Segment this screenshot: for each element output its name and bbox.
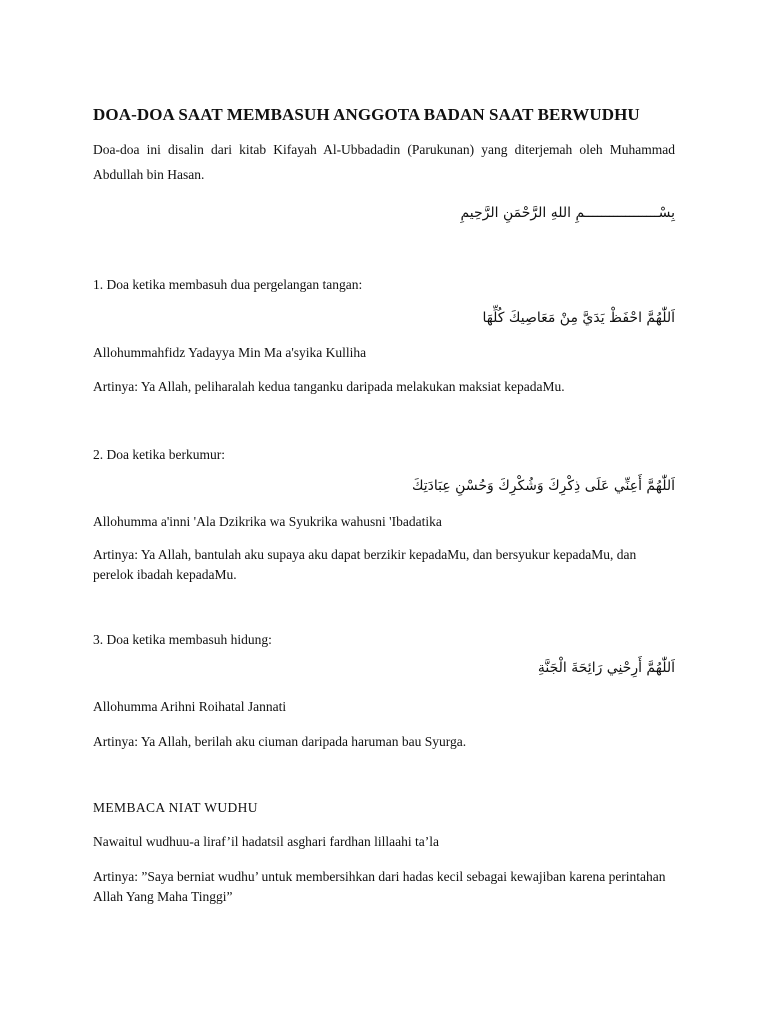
section-1-heading: 1. Doa ketika membasuh dua pergelangan tangan: xyxy=(93,277,363,292)
section-3-heading: 3. Doa ketika membasuh hidung: xyxy=(93,632,272,647)
section-2-latin: Allohumma a'inni 'Ala Dzikrika wa Syukrika wahusni 'Ibadatika xyxy=(93,514,442,529)
bismillah-arabic: بِسْــــــــــــــــــمِ اللهِ الرَّحْمَنِ الرَّحِيمِ xyxy=(460,205,675,221)
section-1-meaning: Artinya: Ya Allah, peliharalah kedua tanganku daripada melakukan maksiat kepadaMu. xyxy=(93,379,565,394)
section-1-arabic: اَللّٰهُمَّ احْفَظْ يَدَيَّ مِنْ مَعَاصِيكَ كُلِّهَا xyxy=(482,310,675,326)
niat-meaning: Artinya: ”Saya berniat wudhu’ untuk membersihkan dari hadas kecil sebagai kewajiban karena perintahan Allah Yang Maha Tinggi” xyxy=(93,869,666,904)
document-title: DOA-DOA SAAT MEMBASUH ANGGOTA BADAN SAAT BERWUDHU xyxy=(93,105,640,124)
section-2-meaning: Artinya: Ya Allah, bantulah aku supaya aku dapat berzikir kepadaMu, dan bersyukur kepadaMu, dan perelok ibadah kepadaMu. xyxy=(93,547,637,582)
section-2-arabic: اَللّٰهُمَّ أَعِنِّي عَلَى ذِكْرِكَ وَشُكْرِكَ وَحُسْنِ عِبَادَتِكَ xyxy=(411,478,675,494)
niat-heading: MEMBACA NIAT WUDHU xyxy=(93,800,258,815)
section-3-arabic: اَللّٰهُمَّ أَرِحْنِي رَائِحَةَ الْجَنَّةِ xyxy=(537,660,675,676)
intro-paragraph: Doa-doa ini disalin dari kitab Kifayah Al-Ubbadadin (Parukunan) yang diterjemah oleh Muhammad Abdullah bin Hasan. xyxy=(93,142,675,182)
section-3-latin: Allohumma Arihni Roihatal Jannati xyxy=(93,699,287,714)
niat-latin: Nawaitul wudhuu-a liraf’il hadatsil asghari fardhan lillaahi ta’la xyxy=(93,834,439,849)
section-1-latin: Allohummahfidz Yadayya Min Ma a'syika Kulliha xyxy=(93,345,367,360)
section-3-meaning: Artinya: Ya Allah, berilah aku ciuman daripada haruman bau Syurga. xyxy=(93,734,467,749)
section-2-heading: 2. Doa ketika berkumur: xyxy=(93,447,225,462)
